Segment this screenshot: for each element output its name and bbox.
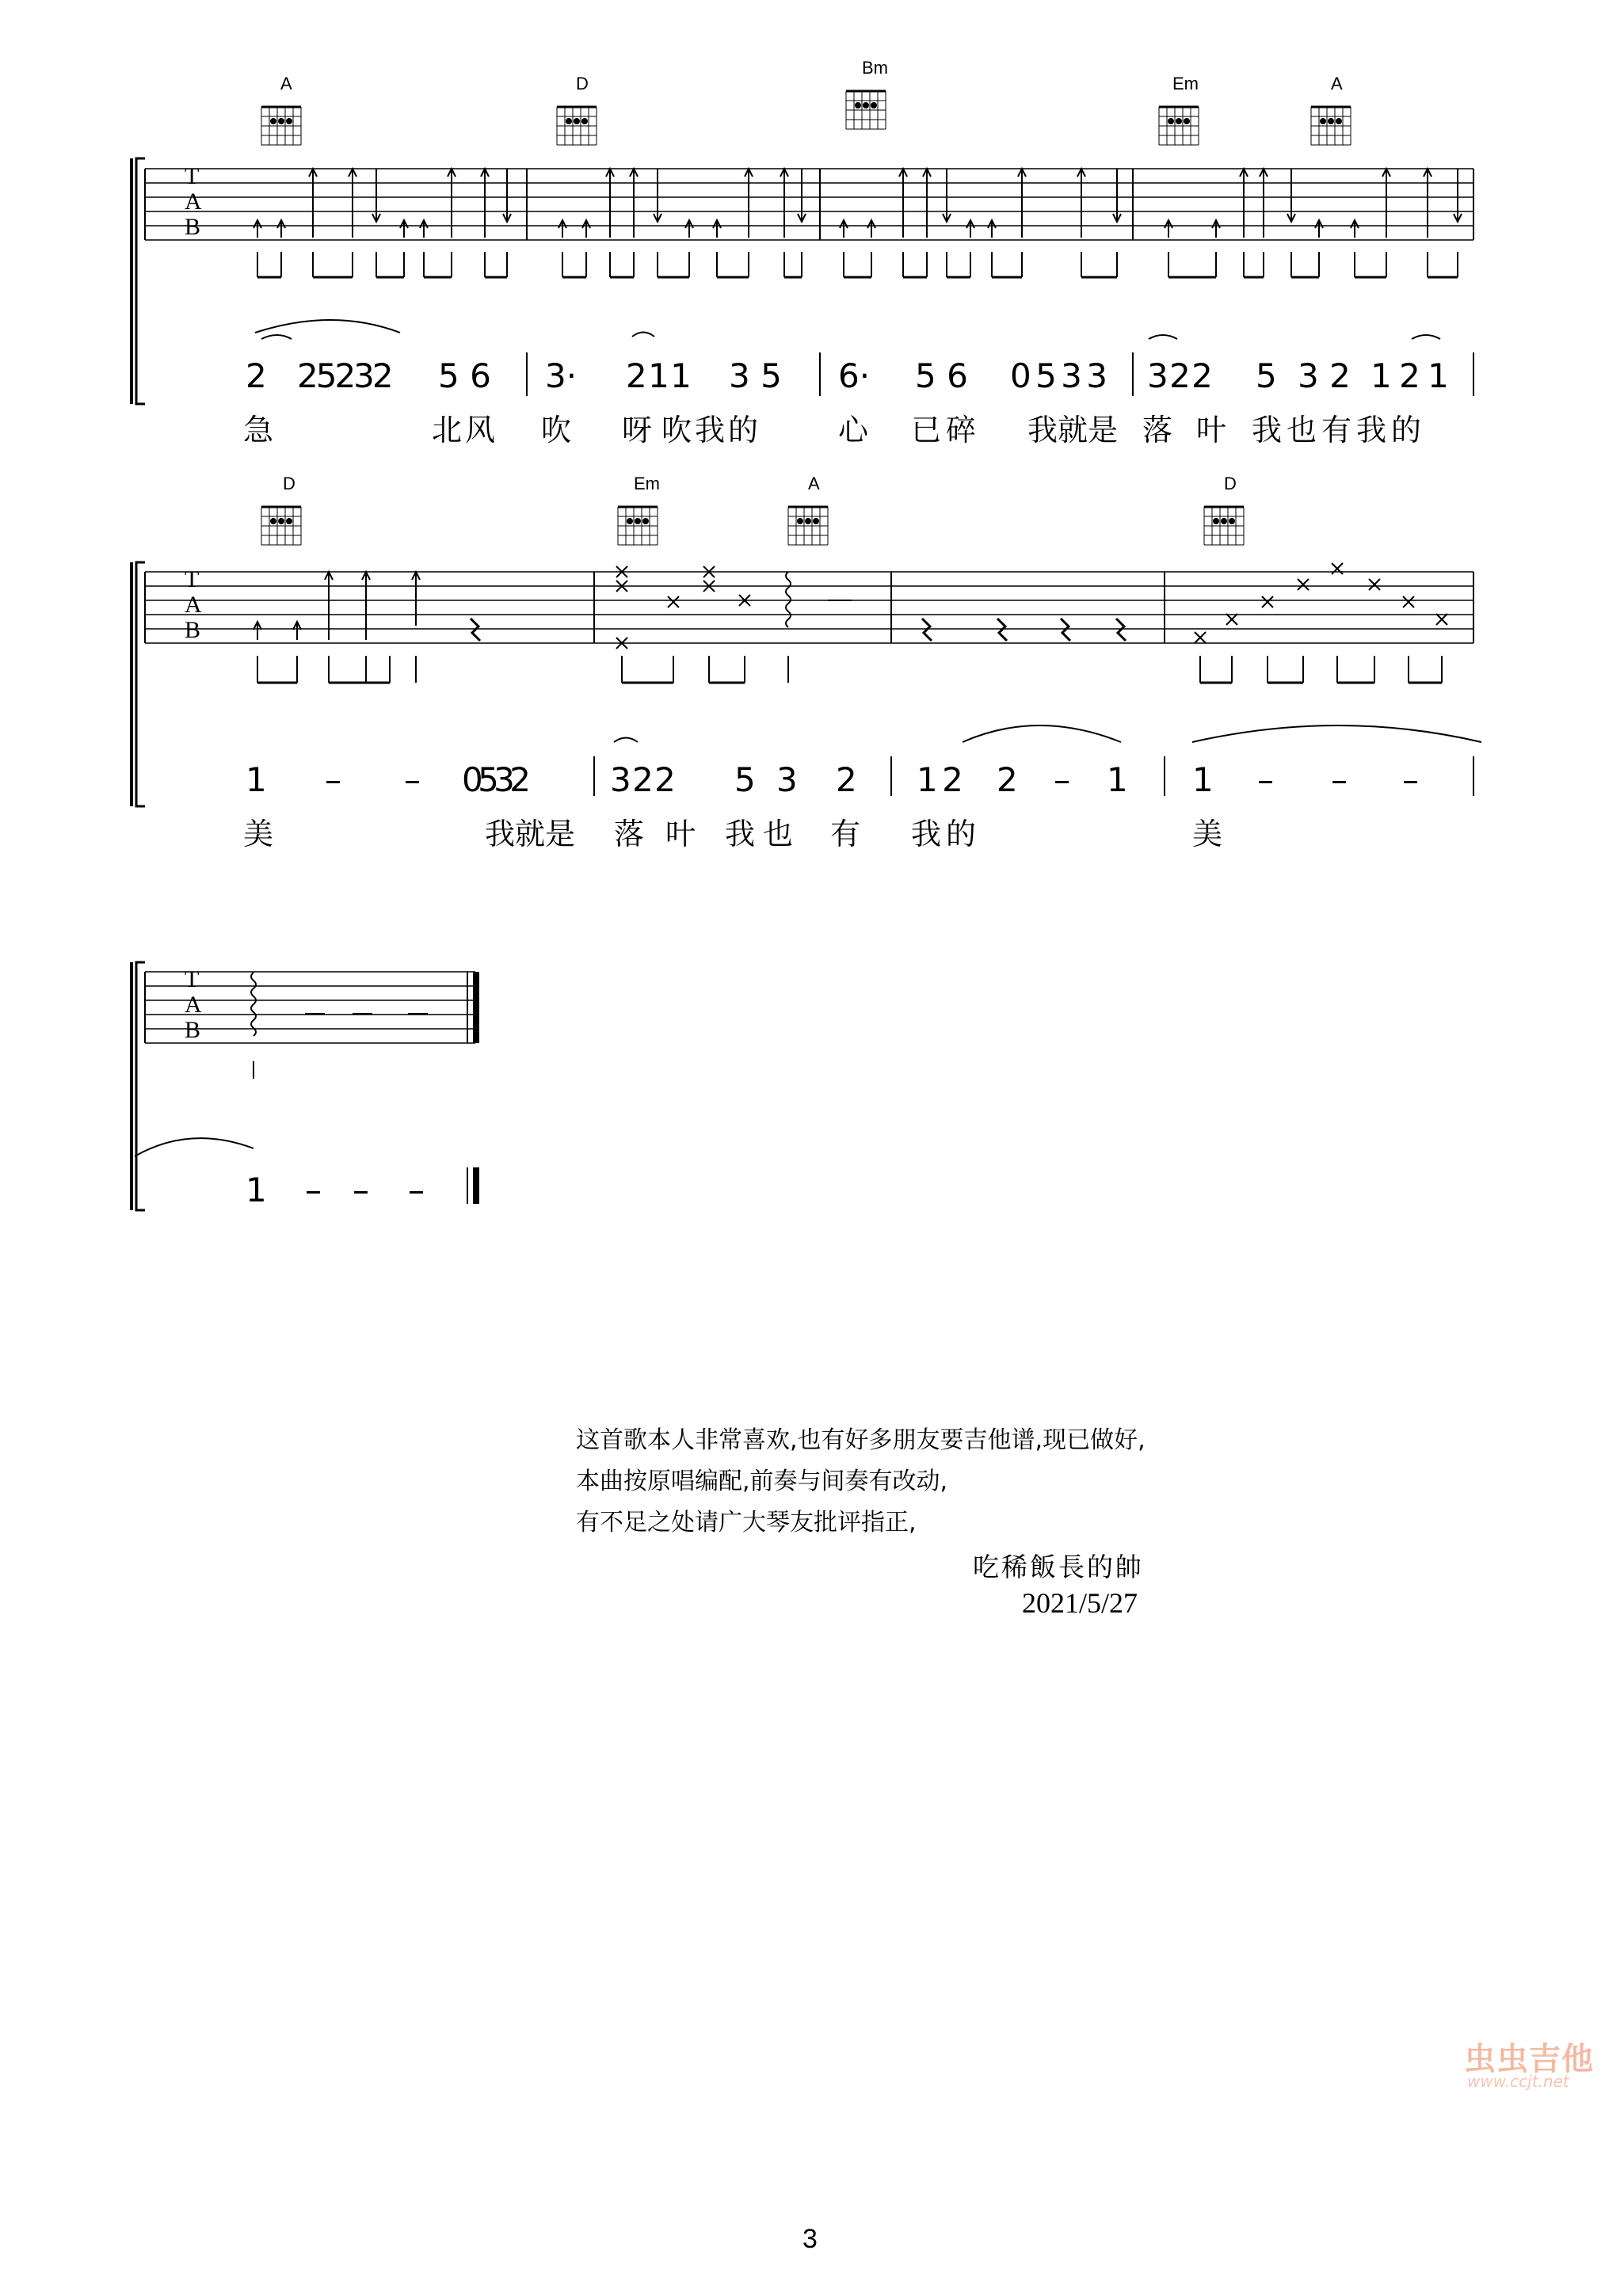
chord-diagram-icon [261, 107, 301, 145]
watermark-url: www.ccjt.net [1467, 2072, 1569, 2091]
chord-diagram-icon [618, 507, 658, 545]
jianpu-note: 3· [545, 356, 578, 395]
tab-letter: B [185, 1017, 201, 1043]
jianpu-note: – [1331, 760, 1348, 799]
chord-name: D [1224, 474, 1237, 493]
lyric: 急 [243, 413, 274, 447]
jianpu-note: 5 6 [438, 356, 491, 395]
tab-letter: T [185, 163, 200, 189]
chord-name: Em [1172, 74, 1199, 93]
jianpu-note: 2 [246, 356, 267, 395]
chord-diagram-icon [788, 507, 828, 545]
jianpu-note: 0 5 3 3 [1010, 356, 1104, 395]
jianpu-note: 5 6 [915, 356, 968, 395]
lyric: 落 [614, 817, 645, 851]
jianpu-note: 1 [246, 760, 267, 799]
chord-name: D [283, 474, 295, 493]
jianpu-note: 0 5 3 2 [462, 760, 523, 799]
site-watermark [1464, 2034, 1614, 2097]
jianpu-note: 5 [734, 760, 756, 799]
lyric: 我就是 [1027, 413, 1119, 447]
jianpu-note: 5 [1256, 356, 1277, 395]
jianpu-note: 25232 [297, 356, 391, 395]
tab-letter: B [185, 617, 201, 643]
lyric: 我就是 [485, 817, 576, 851]
lyric: 北风 [432, 413, 499, 447]
chord-name: Bm [862, 58, 888, 78]
tab-letter: T [185, 966, 200, 992]
lyric: 我的 [911, 817, 982, 851]
chord-name: A [280, 74, 292, 93]
lyric: 叶 [665, 817, 696, 851]
jianpu-note: – [353, 1171, 369, 1209]
chord-diagram-icon [1311, 107, 1351, 145]
tab-staff [145, 572, 1473, 643]
jianpu-note: 3 2 2 [610, 760, 671, 799]
lyric: 有 [830, 817, 861, 851]
arranger-notes [576, 1420, 1146, 1544]
note-line: 这首歌本人非常喜欢,也有好多朋友要吉他谱,现已做好, [576, 1426, 1146, 1454]
lyric: 心 [838, 413, 869, 447]
jianpu-note: 3 2 [1298, 356, 1351, 395]
chord-name: A [1331, 74, 1343, 93]
jianpu-note: – [1257, 760, 1274, 799]
tab-staff [145, 169, 1473, 240]
system-bracket [136, 962, 145, 1210]
jianpu-note: 2 [836, 760, 857, 799]
page-number: 3 [802, 2224, 818, 2254]
system-bracket [136, 158, 145, 404]
jianpu-note: – [404, 760, 421, 799]
chord-name: A [808, 474, 820, 493]
lyric: 已碎 [911, 413, 982, 447]
chord-diagram-icon [846, 91, 886, 129]
jianpu-note: 1 2 1 [1370, 356, 1447, 395]
tab-letter: A [185, 188, 202, 215]
jianpu-note: 3 [776, 760, 798, 799]
chord-diagram-icon [261, 507, 301, 545]
note-line: 有不足之处请广大琴友批评指正, [576, 1509, 917, 1536]
tab-letter: B [185, 214, 201, 240]
jianpu-note: 3 2 2 [1147, 356, 1208, 395]
jianpu-note: – [1054, 760, 1070, 799]
jianpu-note: – [1402, 760, 1419, 799]
lyric: 呀 [622, 413, 653, 447]
jianpu-note: 3 5 [729, 356, 782, 395]
tab-letter: A [185, 992, 202, 1018]
tab-letter: A [185, 592, 202, 618]
chord-diagram-icon [1159, 107, 1199, 145]
lyric: 美 [243, 817, 274, 851]
jianpu-note: – [305, 1171, 322, 1209]
jianpu-note: 6· [838, 356, 871, 395]
jianpu-note: 2 1 1 [626, 356, 687, 395]
tab-letter: T [185, 566, 200, 592]
jianpu-note: 2 [997, 760, 1018, 799]
chord-diagram-icon [1204, 507, 1244, 545]
jianpu-note: 1 [246, 1171, 267, 1209]
chord-diagram-icon [557, 107, 597, 145]
lyric: 我也有我的 [1252, 413, 1427, 447]
jianpu-note: 1 2 [917, 760, 960, 799]
jianpu-note: – [325, 760, 341, 799]
jianpu-note: 1 [1192, 760, 1214, 799]
lyric: 吹我的 [661, 413, 762, 447]
lyric: 我也 [725, 817, 802, 851]
system-bracket [136, 562, 145, 806]
jianpu-note: – [408, 1171, 425, 1209]
lyric: 吹 [541, 413, 572, 447]
chord-name: D [576, 74, 589, 93]
note-line: 本曲按原唱编配,前奏与间奏有改动, [576, 1468, 948, 1495]
watermark-logo-text: 虫虫吉他 [1464, 2041, 1594, 2077]
jianpu-note: 1 [1107, 760, 1128, 799]
lyric: 叶 [1196, 413, 1227, 447]
lyric: 落 [1142, 413, 1173, 447]
arrangement-date: 2021/5/27 [1022, 1587, 1138, 1619]
chord-name: Em [634, 474, 660, 493]
lyric: 美 [1192, 817, 1223, 851]
arranger-signature: 吃稀飯長的帥 [973, 1552, 1144, 1582]
